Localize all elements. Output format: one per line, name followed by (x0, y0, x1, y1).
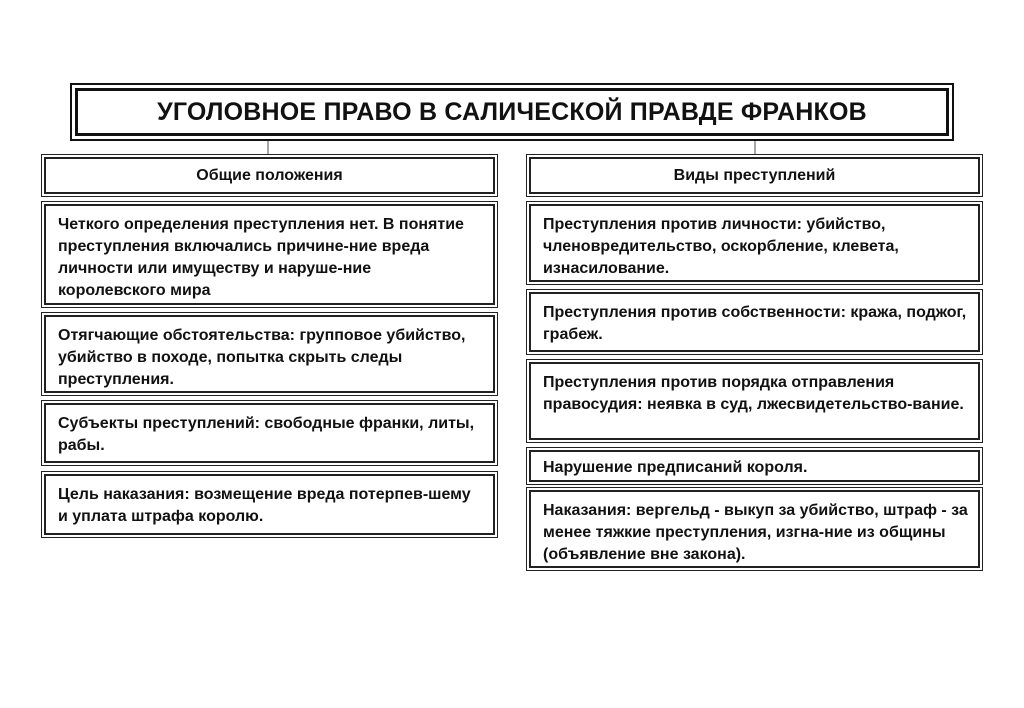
right-item-punishments (529, 490, 980, 568)
right-item-text: Нарушение предписаний короля. (543, 459, 808, 476)
left-item-aggravating (44, 315, 495, 393)
left-item-subjects (44, 403, 495, 463)
left-item-text: Субъекты преступлений: свободные франки, литы, рабы. (58, 415, 475, 454)
right-item-text: Преступления против порядка отправления правосудия: неявка в суд, лжесвидетельство-вание. (543, 374, 964, 413)
right-item-against-person (529, 204, 980, 282)
left-item-text: Отягчающие обстоятельства: групповое убийство, убийство в походе, попытка скрыть следы преступления. (58, 327, 466, 388)
right-item-against-property (529, 292, 980, 352)
left-item-punishment-goal (44, 474, 495, 535)
left-item-definition (44, 204, 495, 305)
right-header-label: Виды преступлений (673, 166, 836, 184)
left-header-box (44, 157, 495, 194)
right-item-king-orders (529, 450, 980, 482)
left-item-text: Четкого определения преступления нет. В понятие преступления включались причине-ние вреда личности или имуществу и наруше-ние королевского мира (58, 216, 464, 299)
diagram-title: УГОЛОВНОЕ ПРАВО В САЛИЧЕСКОЙ ПРАВДЕ ФРАНКОВ (157, 97, 867, 126)
right-item-text: Преступления против личности: убийство, членовредительство, оскорбление, клевета, изнасилование. (543, 216, 899, 277)
right-item-text: Наказания: вергельд - выкуп за убийство, штраф - за менее тяжкие преступления, изгна-ние из общины (объявление вне закона). (543, 502, 968, 563)
right-item-against-justice (529, 362, 980, 440)
diagram-title-box (75, 88, 949, 136)
right-item-text: Преступления против собственности: кража, поджог, грабеж. (543, 304, 967, 343)
left-item-text: Цель наказания: возмещение вреда потерпев-шему и уплата штрафа королю. (58, 486, 471, 525)
left-header-label: Общие положения (196, 166, 343, 184)
right-header-box (529, 157, 980, 194)
